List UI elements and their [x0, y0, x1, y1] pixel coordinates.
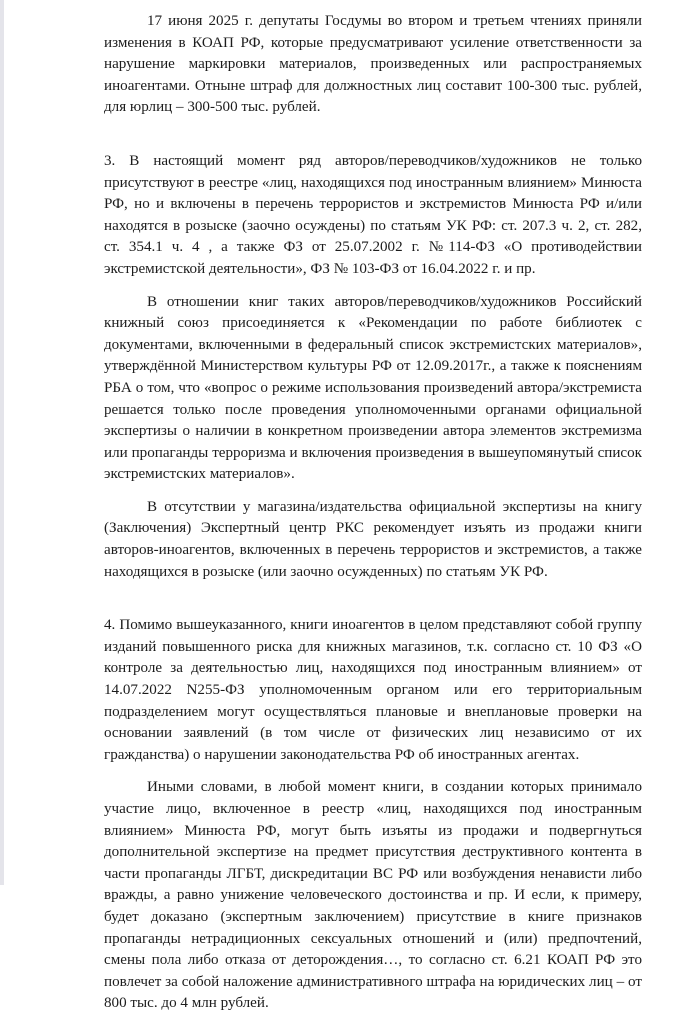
paragraph-intro-fines: 17 июня 2025 г. депутаты Госдумы во втором и третьем чтениях приняли изменения в КОАП РФ, которые предусматривают усиление ответственности за нарушение маркировки материалов, произведенных или распространяемых иноагентами. Отныне штраф для должностных лиц составит 100-300 тыс. рублей, для юрлиц – 300-500 тыс. рублей. [104, 13, 642, 116]
paragraph-section-4-consequences: Иными словами, в любой момент книги, в создании которых принимало участие лицо, включенное в реестр «лиц, находящихся под иностранным влиянием» Минюста РФ, могут быть изъяты из продажи и подвергнуться дополнительной экспертизе на предмет присутствия деструктивного контента в части пропаганды ЛГБТ, дискредитации ВС РФ или возбуждения ненависти либо вражды, а равно унижение человеческого достоинства и пр. И если, к примеру, будет доказано (экспертным заключением) присутствие в книге признаков пропаганды нетрадиционных сексуальных отношений и (или) предпочтений, смены пола либо отказа от деторождения…, то согласно ст. 6.21 КОАП РФ это повлечет за собой наложение административного штрафа на юридических лиц – от 800 тыс. до 4 млн рублей. [104, 779, 642, 1012]
paragraph-section-4: 4. Помимо вышеуказанного, книги иноагентов в целом представляют собой группу изданий повышенного риска для книжных магазинов, т.к. согласно ст. 10 ФЗ «О контроле за деятельностью лиц, находящихся под иностранным влиянием» от 14.07.2022 N255-ФЗ уполномоченным органом или его территориальным подразделением могут осуществляться плановые и внеплановые проверки на основании заявлений (в том числе от физических лиц независимо от их гражданства) о нарушении законодательства РФ об иностранных агентах. [104, 617, 642, 763]
paragraph-section-3: 3. В настоящий момент ряд авторов/переводчиков/художников не только присутствуют в реестре «лиц, находящихся под иностранным влиянием» Минюста РФ, но и включены в перечень террористов и экстремистов Минюста РФ и/или находятся в розыске (заочно осуждены) по статьям УК РФ: ст. 207.3 ч. 2, ст. 282, ст. 354.1 ч. 4 , а также ФЗ от 25.07.2002 г. №114-ФЗ «О противодействии экстремистской деятельности», ФЗ № 103-ФЗ от 16.04.2022 г. и пр. [104, 152, 642, 277]
document-page [104, 11, 642, 1015]
paragraph-section-3-recommendation: В отсутствии у магазина/издательства официальной экспертизы на книгу (Заключения) Экспертный центр РКС рекомендует изъять из продажи книги авторов-иноагентов, включенных в перечень террористов и экстремистов, а также находящихся в розыске (или заочно осужденных) по статьям УК РФ. [104, 498, 642, 580]
left-edge-strip [0, 0, 4, 885]
paragraph-section-3-rks-position: В отношении книг таких авторов/переводчиков/художников Российский книжный союз присоединяется к «Рекомендации по работе библиотек с документами, включенными в федеральный список экстремистских материалов», утверждённой Министерством культуры РФ от 12.09.2017г., а также к пояснениям РБА о том, что «вопрос о режиме использования произведений автора/экстремиста решается только после проведения уполномоченными органами официальной экспертизы о наличии в конкретном произведении автора элементов экстремизма или пропаганды терроризма и включения произведения в вышеупомянутый список экстремистских материалов». [104, 293, 642, 483]
